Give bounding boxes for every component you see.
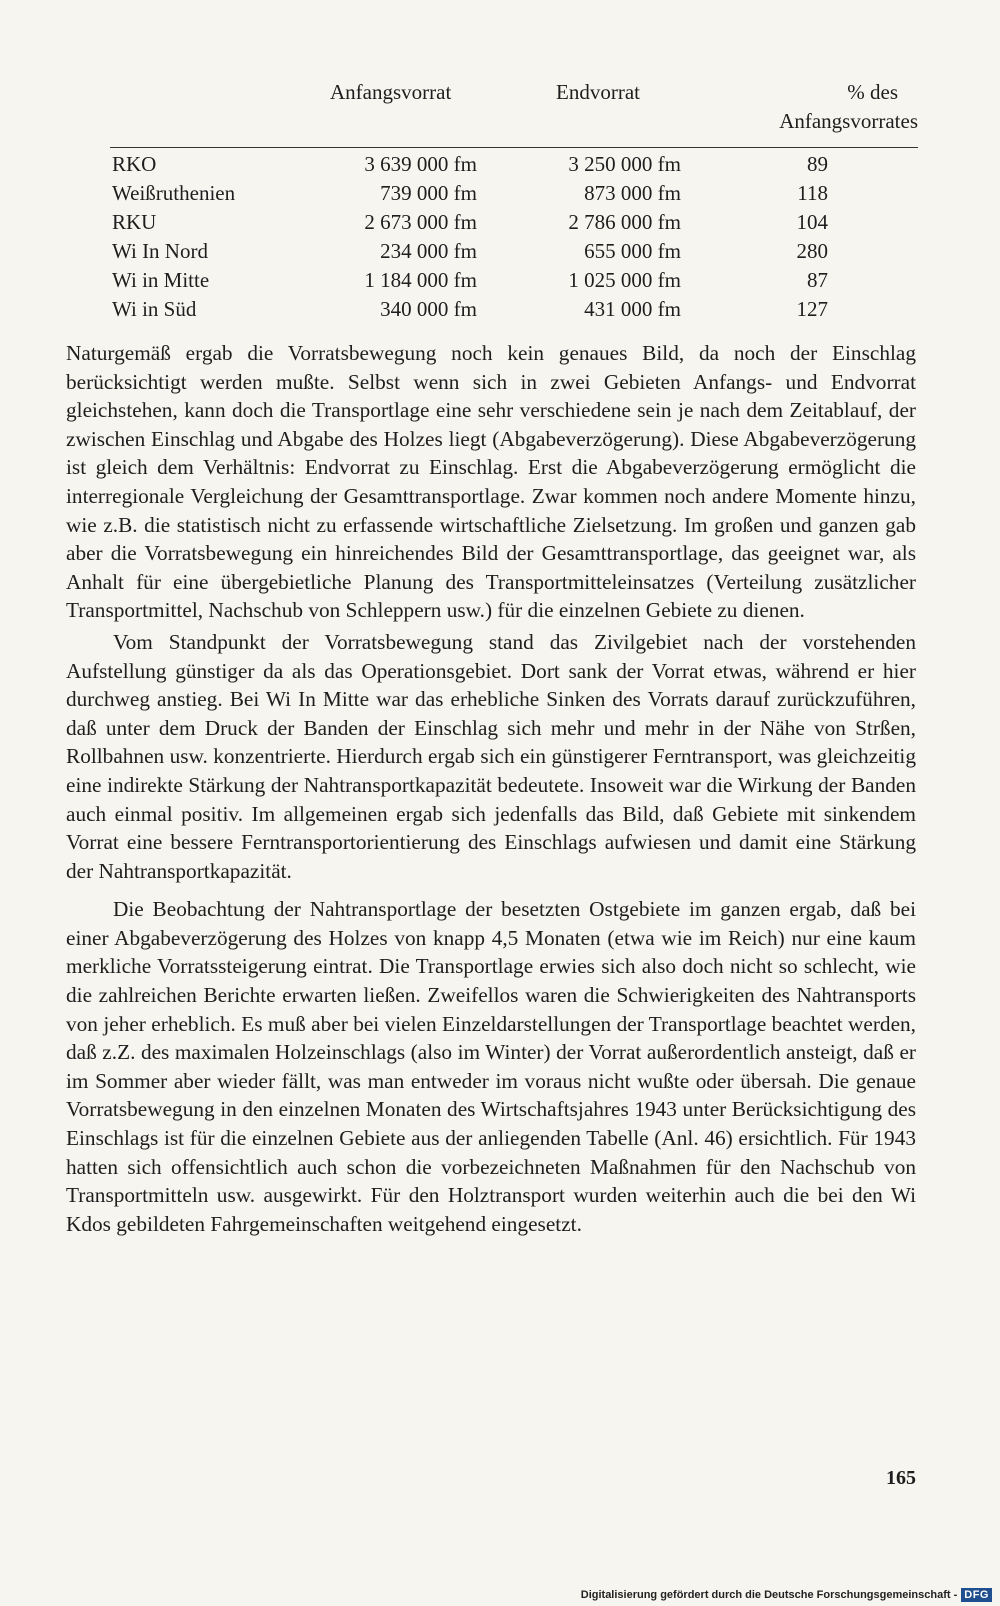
table-row	[110, 239, 918, 268]
row-name: Weißruthenien	[112, 181, 236, 205]
row-prozent: 118	[797, 181, 828, 205]
row-prozent: 89	[807, 152, 828, 176]
row-prozent: 280	[796, 239, 828, 263]
row-anfangsvorrat: 234 000 fm	[380, 239, 477, 263]
header-anfangsvorrat: Anfangsvorrat	[330, 80, 452, 104]
digitization-footer	[581, 1588, 992, 1602]
row-endvorrat: 2 786 000 fm	[568, 210, 681, 234]
row-endvorrat: 873 000 fm	[584, 181, 681, 205]
paragraph: Naturgemäß ergab die Vorratsbewegung noch kein genaues Bild, da noch der Einschlag berücksichtigt werden mußte. Selbst wenn sich in zwei Gebieten Anfangs- und Endvorrat gleichstehen, kann doch die Transportlage eine sehr verschiedene sein je nach dem Zeitablauf, der zwischen Einschlag und Abgabe des Holzes liegt (Abgabeverzögerung). Diese Abgabeverzögerung ist gleich dem Verhältnis: Endvorrat zu Einschlag. Erst die Abgabeverzögerung ermöglicht die interregionale Vergleichung der Gesamttransportlage. Zwar kommen noch andere Momente hinzu, wie z.B. die statistisch nicht zu erfassende wirtschaftliche Zielsetzung. Im großen und ganzen gab aber die Vorratsbewegung ein hinreichendes Bild der Gesamttransportlage, das geeignet war, als Anhalt für eine übergebietliche Planung des Transportmitteleinsatzes (Verteilung zusätzlicher Transportmittel, Nachschub von Schleppern usw.) für die einzelnen Gebiete zu dienen.	[66, 341, 916, 623]
row-name: Wi in Süd	[112, 297, 197, 321]
table-row	[110, 152, 918, 181]
row-anfangsvorrat: 340 000 fm	[380, 297, 477, 321]
row-name: RKU	[112, 210, 157, 234]
paragraph: Die Beobachtung der Nahtransportlage der besetzten Ostgebiete im ganzen ergab, daß bei einer Abgabeverzögerung des Holzes von knapp 4,5 Monaten (etwa wie im Reich) nur eine kaum merkliche Vorratssteigerung eintrat. Die Transportlage erwies sich also doch nicht so schlecht, wie die zahlreichen Berichte erwarten ließen. Zweifellos waren die Schwierigkeiten des Nahtransports von jeher erheblich. Es muß aber bei vielen Einzeldarstellungen der Transportlage beachtet werden, daß z.Z. des maximalen Holzeinschlags (also im Winter) der Vorrat außerordentlich ansteigt, daß er im Sommer aber wieder fällt, was man entweder im voraus nicht wußte oder übersah. Die genaue Vorratsbewegung in den einzelnen Monaten des Wirtschaftsjahres 1943 unter Berücksichtigung des Einschlags ist für die einzelnen Gebiete aus der anliegenden Tabelle (Anl. 46) ersichtlich. Für 1943 hatten sich offensichtlich auch schon die vorbezeichneten Maßnahmen für den Nachschub von Transportmitteln usw. ausgewirkt. Für den Holztransport wurden weiterhin auch die bei den Wi Kdos gebildeten Fahrgemeinschaften weitgehend eingesetzt.	[66, 897, 916, 1236]
table-header	[110, 80, 918, 140]
header-prozent-line1: % des	[847, 80, 898, 104]
body-text	[66, 339, 916, 1238]
dfg-logo: DFG	[961, 1588, 992, 1602]
row-anfangsvorrat: 3 639 000 fm	[364, 152, 477, 176]
header-prozent-line2: Anfangsvorrates	[779, 109, 918, 133]
row-prozent: 87	[807, 268, 828, 292]
row-name: Wi In Nord	[112, 239, 208, 263]
table-row	[110, 268, 918, 297]
row-name: RKO	[112, 152, 157, 176]
page-number: 165	[886, 1467, 916, 1489]
row-endvorrat: 431 000 fm	[584, 297, 681, 321]
table-row	[110, 210, 918, 239]
row-prozent: 127	[796, 297, 828, 321]
table-rule	[110, 147, 918, 148]
row-anfangsvorrat: 739 000 fm	[380, 181, 477, 205]
table-row	[110, 297, 918, 326]
row-endvorrat: 3 250 000 fm	[568, 152, 681, 176]
table-row	[110, 181, 918, 210]
paragraph: Vom Standpunkt der Vorratsbewegung stand das Zivilgebiet nach der vorstehenden Aufstellung günstiger da als das Operationsgebiet. Dort sank der Vorrat etwas, während er hier durchweg anstieg. Bei Wi In Mitte war das erhebliche Sinken des Vorrats darauf zurückzuführen, daß unter dem Druck der Banden der Einschlag sich mehr und mehr in der Nähe von Strßen, Rollbahnen usw. konzentrierte. Hierdurch ergab sich ein günstigerer Ferntransport, was gleichzeitig eine indirekte Stärkung der Nahtransportkapazität bedeutete. Insoweit war die Wirkung der Banden auch einmal positiv. Im allgemeinen ergab sich jedenfalls das Bild, daß Gebiete mit sinkendem Vorrat eine bessere Ferntransportorientierung des Einschlags aufwiesen und damit eine Stärkung der Nahtransportkapazität.	[66, 629, 916, 883]
row-prozent: 104	[796, 210, 828, 234]
row-anfangsvorrat: 2 673 000 fm	[364, 210, 477, 234]
row-name: Wi in Mitte	[112, 268, 210, 292]
row-anfangsvorrat: 1 184 000 fm	[364, 268, 477, 292]
footer-text: Digitalisierung gefördert durch die Deutsche Forschungsgemeinschaft -	[580, 1589, 958, 1601]
header-endvorrat: Endvorrat	[556, 80, 640, 104]
table-body	[110, 152, 918, 326]
row-endvorrat: 655 000 fm	[584, 239, 681, 263]
row-endvorrat: 1 025 000 fm	[568, 268, 681, 292]
